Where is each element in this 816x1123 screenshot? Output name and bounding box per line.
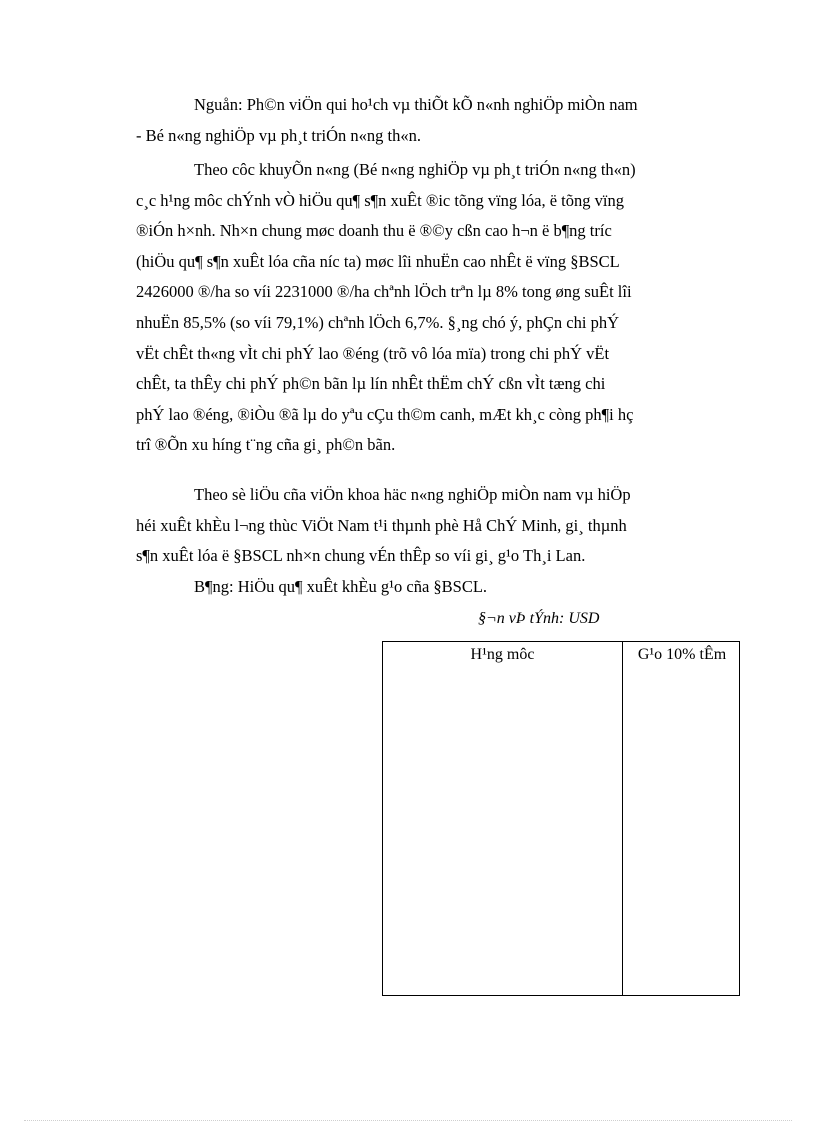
paragraph-line: chÊt, ta thÊy chi phÝ ph©n bãn lµ lín nhÊt thËm chÝ cßn vÌt tæng chi xyxy=(136,374,606,394)
source-line-2: - Bé n«ng nghiÖp vµ ph¸t triÓn n«ng th«n. xyxy=(136,125,421,145)
paragraph-line: trî ®Õn xu híng t¨ng cña gi¸ ph©n bãn. xyxy=(136,435,396,455)
paragraph-line: héi xuÊt khÈu l¬ng thùc ViÖt Nam t¹i thµnh phè Hå ChÝ Minh, gi¸ thµnh xyxy=(136,515,627,535)
paragraph-line: phÝ lao ®éng, ®iÒu ®ã lµ do yªu cÇu th©m canh, mÆt kh¸c còng ph¶i hç xyxy=(136,404,634,424)
paragraph-line: c¸c h¹ng môc chÝnh vÒ hiÖu qu¶ s¶n xuÊt ®ic tõng vïng lóa, ë tõng vïng xyxy=(136,190,624,210)
table-header-item: H¹ng môc xyxy=(470,646,535,663)
table-header-rice: G¹o 10% tÊm xyxy=(637,646,727,663)
paragraph-line: Theo côc khuyÕn n«ng (Bé n«ng nghiÖp vµ ph¸t triÓn n«ng th«n) xyxy=(194,160,636,179)
paragraph-extension-center xyxy=(136,155,718,461)
paragraph-line: s¶n xuÊt lóa ë §BSCL nh×n chung vÉn thÊp so víi gi¸ g¹o Th¸i Lan. xyxy=(136,546,586,566)
paragraph-line: (hiÖu qu¶ s¶n xuÊt lóa cña níc ta) møc lîi nhuËn cao nhÊt ë vïng §BSCL xyxy=(136,251,620,271)
paragraph-line: ®iÓn h×nh. Nh×n chung møc doanh thu ë ®©y cßn cao h¬n ë b¶ng tríc xyxy=(136,221,612,241)
export-efficiency-table xyxy=(382,641,740,996)
table-column-divider xyxy=(622,642,623,995)
paragraph-line: 2426000 ®/ha so víi 2231000 ®/ha chªnh lÖch trªn lµ 8% tong øng suÊt lîi xyxy=(136,282,632,302)
unit-label: §¬n vÞ tÝnh: USD xyxy=(478,610,600,627)
paragraph-line: vËt chÊt th«ng vÌt chi phÝ lao ®éng (trõ vô lóa mïa) trong chi phÝ vËt xyxy=(136,343,610,363)
source-line-1: Nguån: Ph©n viÖn qui ho¹ch vµ thiÕt kÕ n«nh nghiÖp miÒn nam xyxy=(194,95,638,114)
paragraph-line: nhuËn 85,5% (so víi 79,1%) chªnh lÖch 6,7%. §¸ng chó ý, phÇn chi phÝ xyxy=(136,312,619,332)
table-caption xyxy=(136,572,718,603)
page-bottom-rule xyxy=(24,1120,792,1121)
table-caption-text: B¶ng: HiÖu qu¶ xuÊt khÈu g¹o cña §BSCL. xyxy=(194,577,488,596)
paragraph-research-institute xyxy=(136,480,718,572)
paragraph-line: Theo sè liÖu cña viÖn khoa häc n«ng nghiÖp miÒn nam vµ hiÖp xyxy=(194,485,631,504)
source-note xyxy=(136,90,718,151)
